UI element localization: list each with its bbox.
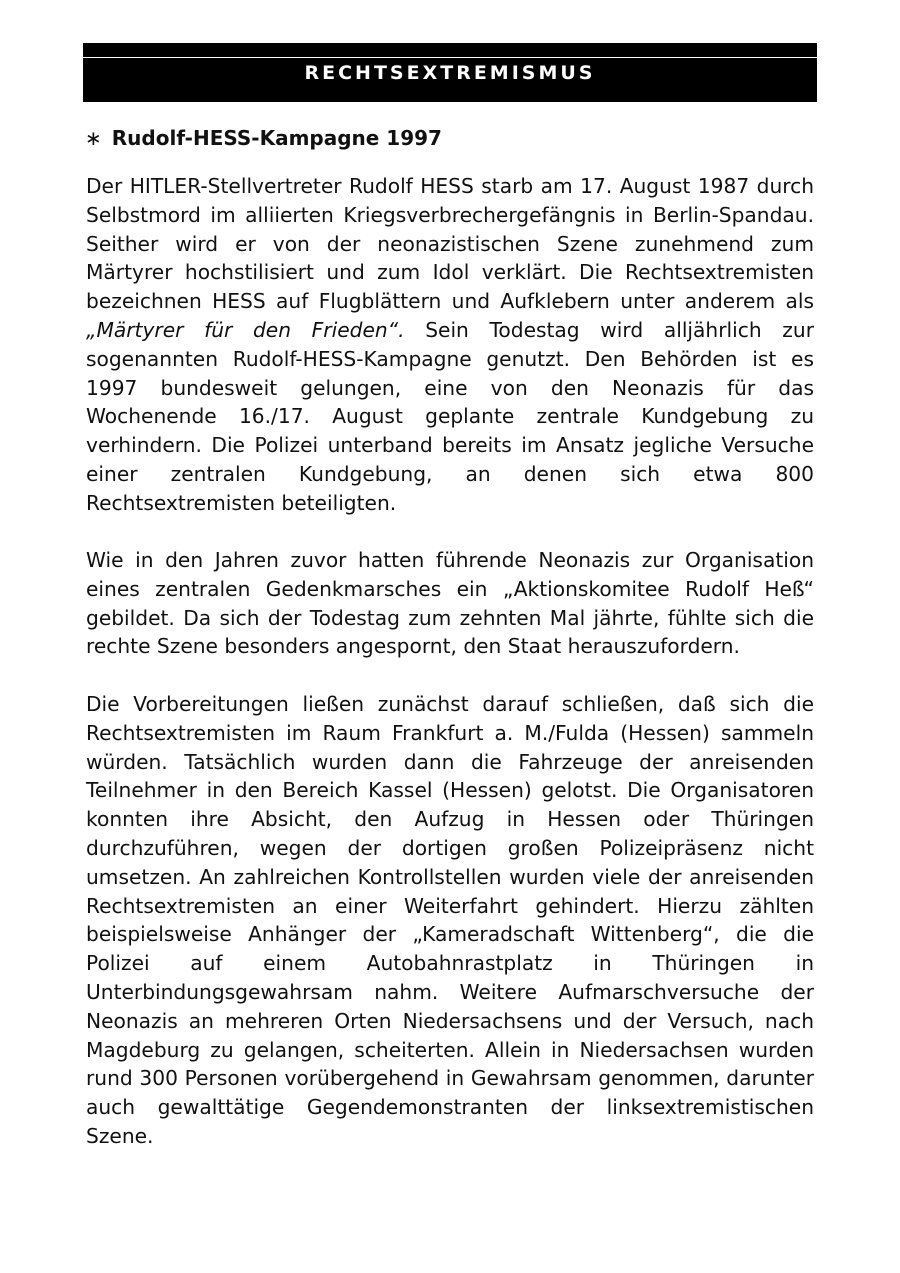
paragraph-1-quote: „Märtyrer für den Frieden“.	[86, 317, 405, 342]
paragraph-2: Wie in den Jahren zuvor hatten führende Neonazis zur Organisation eines zentralen Gedenkmarsches ein „Aktionskomitee Rudolf Heß“ gebildet. Da sich der Todestag zum zehnten Mal jährte, fühlte sich die rechte Szene besonders angespornt, den Staat herauszufordern.	[86, 548, 814, 659]
asterisk-bullet-icon: ∗	[85, 126, 102, 150]
paragraph-1	[86, 172, 814, 518]
section-heading-text: Rudolf-HESS-Kampagne 1997	[111, 126, 442, 150]
header-divider	[83, 57, 817, 58]
header-banner	[83, 43, 817, 102]
section-heading	[85, 122, 442, 154]
paragraph-1-text-b: Sein Todestag wird alljährlich zur sogenannten Rudolf-HESS-Kampagne genutzt. Den Behörden ist es 1997 bundesweit gelungen, eine von den Neonazis für das Wochenende 16./17. August geplante zentrale Kundgebung zu verhindern. Die Polizei unterband bereits im Ansatz jegliche Versuche einer zentralen Kundgebung, an denen sich etwa 800 Rechtsextremisten beteiligten.	[86, 317, 814, 515]
paragraph-1-text-a: Der HITLER-Stellvertreter Rudolf HESS starb am 17. August 1987 durch Selbstmord im alliierten Kriegsverbrechergefängnis in Berlin-Spandau. Seither wird er von der neonazistischen Szene zunehmend zum Märtyrer hochstilisiert und zum Idol verklärt. Die Rechtsextremisten bezeichnen HESS auf Flugblättern und Aufklebern unter anderem als	[86, 174, 814, 314]
page-title: RECHTSEXTREMISMUS	[304, 62, 596, 84]
paragraph-3: Die Vorbereitungen ließen zunächst darauf schließen, daß sich die Rechtsextremisten im Raum Frankfurt a. M./Fulda (Hessen) sammeln würden. Tatsächlich wurden dann die Fahrzeuge der anreisenden Teilnehmer in den Bereich Kassel (Hessen) gelotst. Die Organisatoren konnten ihre Absicht, den Aufzug in Hessen oder Thüringen durchzuführen, wegen der dortigen großen Polizeipräsenz nicht umsetzen. An zahlreichen Kontrollstellen wurden viele der anreisenden Rechtsextremisten an einer Weiterfahrt gehindert. Hierzu zählten beispielsweise Anhänger der „Kameradschaft Wittenberg“, die die Polizei auf einem Autobahnrastplatz in Thüringen in Unterbindungsgewahrsam nahm. Weitere Aufmarschversuche der Neonazis an mehreren Orten Niedersachsens und der Versuch, nach Magdeburg zu gelangen, scheiterten. Allein in Niedersachsen wurden rund 300 Personen vorübergehend in Gewahrsam genommen, darunter auch gewalttätige Gegendemonstranten der linksextremistischen Szene.	[86, 692, 814, 1148]
